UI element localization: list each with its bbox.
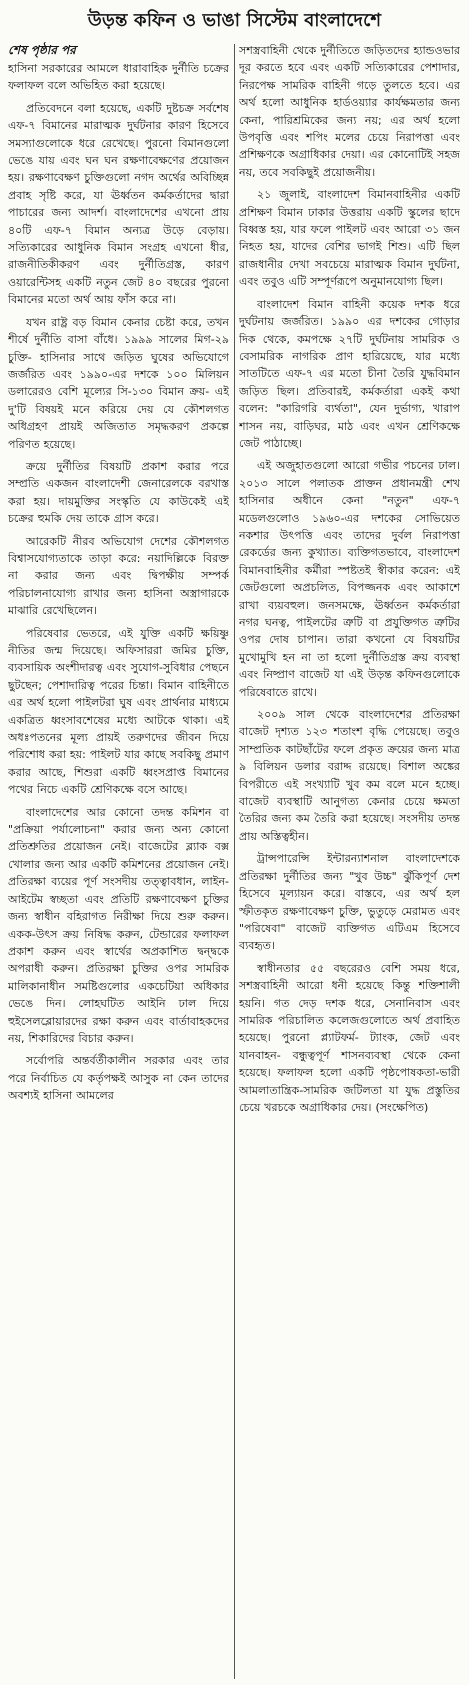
paragraph: পরিষেবার ভেতরে, এই যুক্তি একটি ক্ষয়িষ্ণু নীতির জন্ম দিয়েছে। অফিসাররা জমির চুক্তি, ব্যবসায়িক অংশীদারত্ব এবং সুযোগ-সুবিধার পেছনে ছুটছেন; পেশাদারিত্ব পরের চিন্তা। বিমান বাহিনীতে এর অর্থ হলো পাইলটরা ঘুষ এবং প্রার্থনার মাধ্যমে একত্রিত ধ্বংসাবশেষের মধ্যে আটকে থাকা। এই অধঃপতনের মূল্য প্রায়ই তরুণদের জীবন দিয়ে পরিশোধ করা হয়: পাইলট যার কাছে সবকিছু প্রমাণ করার আছে, শিশুরা একটি ধ্বংসপ্রাপ্ত বিমানের পথের নিচে একটি শ্রেণিকক্ষে বসে আছে। (8, 626, 229, 797)
paragraph: ২০০৯ সাল থেকে বাংলাদেশের প্রতিরক্ষা বাজেট দৃশ্যত ১২৩ শতাংশ বৃদ্ধি পেয়েছে। তবুও সাম্প্রতিক কাটছাঁটের ফলে প্রকৃত ক্রয়ের জন্য মাত্র ৯ বিলিয়ন ডলার বরাদ্দ রয়েছে। বিশাল অঙ্কের বিপরীতে এই সংখ্যাটি খুব কম বলে মনে হচ্ছে। বাজেট ব্যবস্থাটি আনুগত্য কেনার চেয়ে ক্ষমতা তৈরির জন্য কম তৈরি করা হয়েছে। সংসদীয় তদন্ত প্রায় অস্তিত্বহীন। (239, 708, 460, 843)
paragraph: এই অজুহাতগুলো আরো গভীর পচনের ঢাল। ২০১৩ সালে পলাতক প্রাক্তন প্রধানমন্ত্রী শেখ হাসিনার অধীনে কেনা "নতুন" এফ-৭ মডেলগুলোও ১৯৬০-এর দশকের সোভিয়েত নকশার উৎপত্তি এবং তাদের দুর্বল নিরাপত্তা রেকর্ডের জন্য কুখ্যাত। ব্যক্তিগতভাবে, বাংলাদেশ বিমানবাহিনীর কর্মীরা স্পষ্টতই স্বীকার করেন: এই জেটগুলো অপ্রচলিত, বিপজ্জনক এবং আকাশে রাখা ব্যয়বহুল। জনসমক্ষে, ঊর্ধ্বতন কর্মকর্তারা নগর ঘনত্ব, পাইলটের ত্রুটি বা প্রযুক্তিগত ত্রুটির ওপর দোষ চাপান। তারা কখনো যে বিষয়টির মুখোমুখি হন না তা হলো দুর্নীতিগ্রস্ত ক্রয় ব্যবস্থা এবং নিষ্প্রাণ বাজেট যা এই উড়ন্ত কফিনগুলোকে পরিষেবাতে রাখে। (239, 459, 460, 699)
paragraph: ২১ জুলাই, বাংলাদেশ বিমানবাহিনীর একটি প্রশিক্ষণ বিমান ঢাকার উত্তরায় একটি স্কুলের ছাদে বিধ্বস্ত হয়, যার ফলে পাইলট এবং আরো ৩১ জন নিহত হয়, যাদের বেশির ভাগই শিশু। এটি ছিল রাজধানীর দেখা সবচেয়ে মারাত্মক বিমান দুর্ঘটনা, এবং তবুও এটি সম্পূর্ণরূপে অনুমানযোগ্য ছিল। (239, 188, 460, 289)
paragraph: বাংলাদেশ বিমান বাহিনী কয়েক দশক ধরে দুর্ঘটনায় জর্জরিত। ১৯৯০ এর দশকের গোড়ার দিক থেকে, কমপক্ষে ২৭টি দুর্ঘটনায় সামরিক ও বেসামরিক নাগরিক প্রাণ হারিয়েছে, যার মধ্যে সাতটিতে এফ-৭ এর মতো চীনা তৈরি যুদ্ধবিমান জড়িত ছিল। প্রতিবারই, কর্মকর্তারা একই কথা বলেন: "কারিগরি ব্যর্থতা", যেন দুর্ভাগ্য, খারাপ শাসন নয়, বাড়িঘর, মাঠ এবং এখন শ্রেণিকক্ষে জেট পাঠাচ্ছে। (239, 297, 460, 450)
paragraph: যখন রাষ্ট্র বড় বিমান কেনার চেষ্টা করে, তখন শীর্ষে দুর্নীতি বাসা বাঁধে। ১৯৯৯ সালের মিগ-২৯ চুক্তি- হাসিনার সাথে জড়িত ঘুষের অভিযোগে জর্জরিত এবং ১৯৯০-এর দশকে ১০০ মিলিয়ন ডলারেরও বেশি মূল্যের সি-১৩০ বিমান ক্রয়- এই দু'টি বিষয়ই মনে করিয়ে দেয় যে কৌশলগত অধিগ্রহণ প্রায়ই অজিতাত সমৃদ্ধকরণ প্রকল্পে পরিণত হয়েছে। (8, 315, 229, 451)
paragraph: সর্বোপরি অন্তর্বর্তীকালীন সরকার এবং তার পরে নির্বাচিত যে কর্তৃপক্ষই আসুক না কেন তাদের অবশ্যই হাসিনা আমলের (8, 1054, 229, 1103)
paragraph: ট্রান্সপারেন্সি ইন্টারন্যাশনাল বাংলাদেশকে প্রতিরক্ষা দুর্নীতির জন্য "খুব উচ্চ" ঝুঁকিপূর্ণ দেশ হিসেবে মূল্যায়ন করে। বাস্তবে, এর অর্থ হল স্ফীতকৃত রক্ষণাবেক্ষণ চুক্তি, ভুতুড়ে মেরামত এবং "পরিষেবা" বাজেট ব্যক্তিগত এটিএম হিসেবে ব্যবহৃত। (239, 852, 460, 953)
paragraph: স্বাধীনতার ৫৫ বছরেরও বেশি সময় ধরে, সশস্ত্রবাহিনী আরো ধনী হয়েছে কিন্তু শক্তিশালী হয়নি। গত দেড় দশক ধরে, সেনানিবাস এবং সামরিক পরিচালিত কলেজগুলোতে অর্থ প্রবাহিত হয়েছে। পুরনো প্ল্যাটফর্ম- ট্যাংক, জেট এবং যানবাহন- বন্ধুত্বপূর্ণ শাসনব্যবস্থা থেকে কেনা হয়েছে। ফলাফল হলো একটি পৃষ্ঠপোষকতা-ভারী আমলাতান্ত্রিক-সামরিক জটিলতা যা যুদ্ধ প্রস্তুতির চেয়ে খরচকে অগ্রাধিকার দেয়। (সংক্ষেপিত) (239, 961, 460, 1114)
paragraph: আরেকটি নীরব অভিযোগ দেশের কৌশলগত বিশ্বাসযোগ্যতাকে তাড়া করে: নয়াদিল্লিকে বিরক্ত না করার জন্য এবং দ্বিপক্ষীয় সম্পর্ক পরিচালনাযোগ্য রাখার জন্য হাসিনা অস্ত্রাগারকে মাঝারি রেখেছিলেন। (8, 534, 229, 618)
paragraph: বাংলাদেশের আর কোনো তদন্ত কমিশন বা "প্রক্রিয়া পর্যালোচনা" করার জন্য অন্য কোনো প্রতিশ্রুতির প্রয়োজন নেই। বাজেটের ব্ল্যাক বক্স খোলার জন্য আর একটি কমিশনের প্রয়োজন নেই। প্রতিরক্ষা ব্যয়ের পূর্ণ সংসদীয় তত্ত্বাবধান, লাইন-আইটেম স্বচ্ছতা এবং প্রতিটি রক্ষণাবেক্ষণ চুক্তির জন্য স্বাধীন বহিরাগত নিরীক্ষা দিয়ে শুরু করুন। একক-উৎস ক্রয় নিষিদ্ধ করুন, টেন্ডারের ফলাফল প্রকাশ করুন এবং স্বার্থের অপ্রকাশিত দ্বন্দ্বকে অপরাধী করুন। প্রতিরক্ষা চুক্তির ওপর সামরিক মালিকানাধীন সমষ্টিগুলোর একচেটিয়া অধিকার ভেঙে দিন। লোহঘটিত আইনি ঢাল দিয়ে হুইসেলব্লোয়ারদের রক্ষা করুন এবং বার্তাবাহকদের নয়, শিকারিদের বিচার করুন। (8, 805, 229, 1045)
continued-from-label: শেষ পৃষ্ঠার পর (8, 43, 76, 57)
paragraph: সশস্ত্রবাহিনী থেকে দুর্নীতিতে জড়িতদের হ্যান্ডওভার দূর করতে হবে এবং একটি সত্যিকারের পেশাদার, নিরপেক্ষ সামরিক বাহিনী গড়ে তুলতে হবে। এর অর্থ হলো আধুনিক হার্ডওয়্যার কার্যক্ষমতার জন্য কেনা, পারিশ্রমিকের জন্য নয়; এর অর্থ হলো উপবৃত্তি এবং শপিং মলের চেয়ে নিরাপত্তা এবং প্রশিক্ষণকে অগ্রাধিকার দেয়া। এর কোনোটিই সহজ নয়, তবে সবকিছুই প্রয়োজনীয়। (239, 44, 460, 179)
paragraph: ক্রয়ে দুর্নীতির বিষয়টি প্রকাশ করার পরে সম্প্রতি একজন বাংলাদেশী জেনারেলকে বরখাস্ত করা হয়। দায়মুক্তির সংস্কৃতি যে কাউকেই এই চক্রের হুমকি দেয় তাকে গ্রাস করে। (8, 459, 229, 526)
left-column (8, 42, 229, 1682)
paragraph: প্রতিবেদনে বলা হয়েছে, একটি দুষ্টচক্র সর্বশেষ এফ-৭ বিমানের মারাত্মক দুর্ঘটনার কারণ হিসেবে সমস্যাগুলোকে ধরে রেখেছে। পুরনো বিমানগুলো ভেঙে যায় এবং ঘন ঘন রক্ষণাবেক্ষণের প্রয়োজন হয়। রক্ষণাবেক্ষণ চুক্তিগুলো নগদ অর্থের অবিচ্ছিন্ন প্রবাহ সৃষ্টি করে, যা ঊর্ধ্বতন কর্মকর্তাদের দ্বারা পাচারের জন্য আদর্শ। বাংলাদেশের এখনো প্রায় ৪০টি এফ-৭ বিমান অন্যত্র উড়ে বেড়ায়। সত্যিকারের আধুনিক বিমান সংগ্রহ এখনো ধীর, রাজনীতিকীকরণ এবং দুর্নীতিগ্রস্ত, কারণ ওয়ারেন্টিসহ একটি নতুন জেট ৪০ বছরের পুরনো বিমানের মতো অর্থ আয় ফাঁস করে না। (8, 101, 229, 307)
article-headline: উড়ন্ত কফিন ও ভাঙা সিস্টেম বাংলাদেশে (87, 10, 382, 31)
right-column (239, 42, 460, 1682)
column-divider (234, 44, 235, 1679)
paragraph: হাসিনা সরকারের আমলে ধারাবাহিক দুর্নীতি চক্রের ফলাফল বলে অভিহিত করা হয়েছে। (8, 62, 229, 93)
